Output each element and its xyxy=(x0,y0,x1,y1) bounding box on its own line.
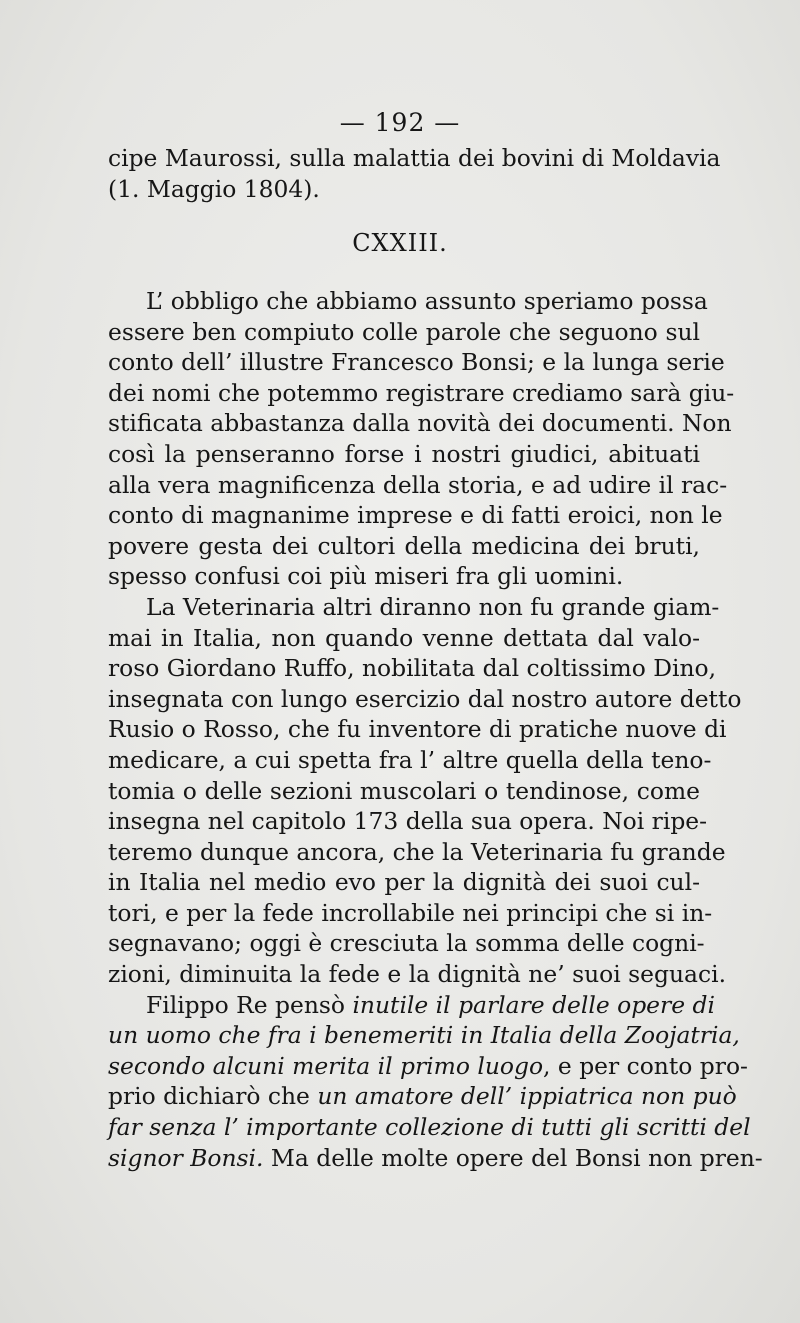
text-line: teremo dunque ancora, che la Veterinaria fu grande xyxy=(108,837,726,866)
text-line: tori, e per la fede incrollabile nei principi che si in- xyxy=(108,898,713,927)
text-line: Rusio o Rosso, che fu inventore di pratiche nuove di xyxy=(108,715,727,744)
text-line: conto di magnanime imprese e di fatti eroici, non le xyxy=(108,501,723,530)
text-line: medicare, a cui spetta fra l’ altre quella della teno- xyxy=(108,745,712,774)
italic-run: signor Bonsi. xyxy=(108,1143,264,1172)
text-line xyxy=(108,1112,751,1143)
text-line xyxy=(108,1081,737,1112)
text-line: dei nomi che potemmo registrare crediamo sarà giu- xyxy=(108,378,735,407)
page-number: — 192 — xyxy=(339,108,461,137)
text-line: insegna nel capitolo 173 della sua opera. Noi ripe- xyxy=(108,807,708,836)
text-line: stificata abbastanza dalla novità dei documenti. Non xyxy=(108,409,732,438)
text-line: tomia o delle sezioni muscolari o tendinose, come xyxy=(108,776,700,805)
italic-run: secondo alcuni merita il primo luogo xyxy=(108,1051,544,1080)
text-line: spesso confusi coi più miseri fra gli uomini. xyxy=(108,562,624,591)
text-line: (1. Maggio 1804). xyxy=(108,174,320,203)
italic-run: far senza l’ importante collezione di tutti gli scritti del xyxy=(108,1113,751,1142)
text-line: così la penseranno forse i nostri giudici, abituati xyxy=(108,439,700,468)
text-line: L’ obbligo che abbiamo assunto speriamo possa xyxy=(146,287,708,315)
section-heading: CXXIII. xyxy=(352,229,448,257)
text-line: zioni, diminuita la fede e la dignità ne’ suoi seguaci. xyxy=(108,960,727,989)
text-run: , e per conto pro- xyxy=(543,1051,748,1080)
text-line: roso Giordano Ruffo, nobilitata dal coltissimo Dino, xyxy=(108,654,717,683)
text-run: prio dichiarò che xyxy=(108,1082,318,1111)
text-line xyxy=(108,1143,763,1174)
body-text xyxy=(108,286,763,1173)
text-line: La Veterinaria altri diranno non fu grande giam- xyxy=(146,592,720,621)
text-line: mai in Italia, non quando venne dettata dal valo- xyxy=(108,623,700,652)
text-line: segnavano; oggi è cresciuta la somma delle cogni- xyxy=(108,929,705,958)
text-line xyxy=(108,1020,740,1051)
text-line: povere gesta dei cultori della medicina dei bruti, xyxy=(108,531,700,560)
text-line xyxy=(108,990,715,1021)
text-run: Ma delle molte opere del Bonsi non pren- xyxy=(263,1143,763,1172)
text-line: in Italia nel medio evo per la dignità dei suoi cul- xyxy=(108,868,700,897)
text-line: cipe Maurossi, sulla malattia dei bovini di Moldavia xyxy=(108,144,721,172)
text-run: Filippo Re pensò xyxy=(146,990,353,1019)
text-line: insegnata con lungo esercizio dal nostro autore detto xyxy=(108,684,742,713)
text-line xyxy=(108,1051,748,1082)
italic-run: un uomo che fra i benemeriti in Italia della Zoojatria, xyxy=(108,1021,740,1050)
text-line: essere ben compiuto colle parole che seguono sul xyxy=(108,317,700,346)
text-line: conto dell’ illustre Francesco Bonsi; e la lunga serie xyxy=(108,348,725,377)
italic-run: un amatore dell’ ippiatrica non può xyxy=(317,1082,737,1111)
italic-run: inutile il parlare delle opere di xyxy=(352,990,715,1019)
opening-text xyxy=(108,143,721,204)
text-line: alla vera magnificenza della storia, e ad udire il rac- xyxy=(108,470,728,499)
